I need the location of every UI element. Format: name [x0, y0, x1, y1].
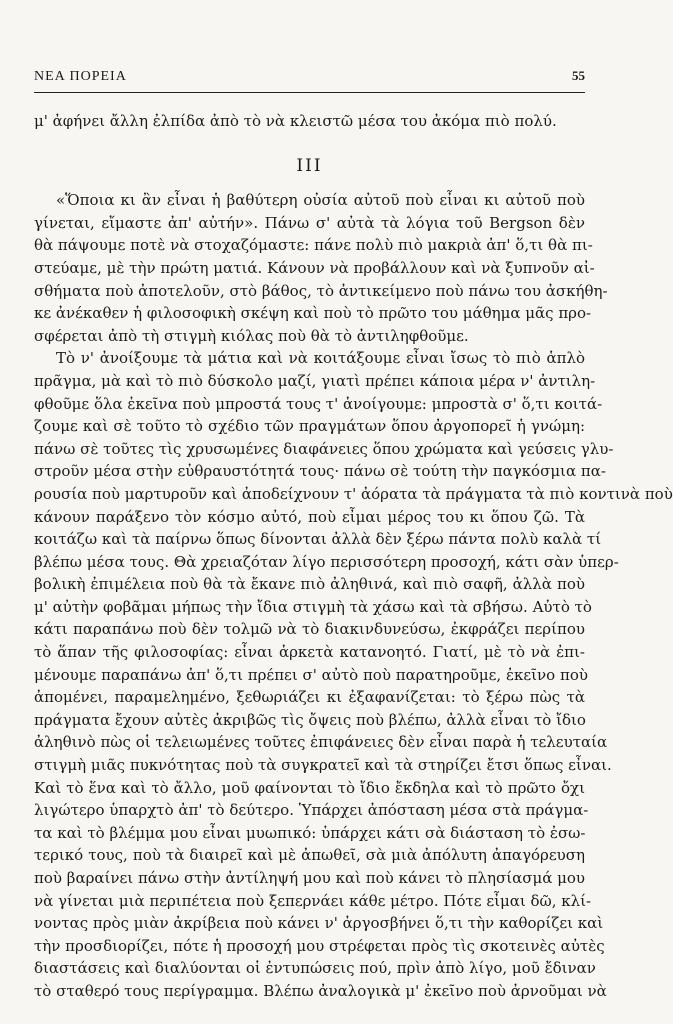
text-line: τερικό τους, ποὺ τὰ διαιρεῖ καὶ μὲ ἀπωθεῖ, σὰ μιὰ ἀπόλυτη ἀπαγόρευση [34, 846, 585, 865]
article-body [34, 110, 673, 1003]
opening-line: μ' ἀφήνει ἄλλη ἐλπίδα ἀπὸ τὸ νὰ κλειστῶ μέσα του ἀκόμα πιὸ πολύ. [34, 112, 557, 130]
text-line: τα καὶ τὸ βλέμμα μου εἶναι μυωπικό: ὑπάρχει κάτι σὰ διάσταση τὸ ἐσω- [34, 823, 586, 842]
text-line: μένουμε παραπάνω ἀπ' ὅ,τι πρέπει σ' αὐτὸ ποὺ παρατηροῦμε, ἐκεῖνο ποὺ [34, 665, 588, 684]
text-line: θὰ πάψουμε ποτὲ νὰ στοχαζόμαστε: πάνε πολὺ πιὸ μακριὰ ἀπ' ὅ,τι θὰ πι- [34, 236, 593, 255]
text-line: κάνουν παράξενο τὸν κόσμο αὐτό, ποὺ εἶμαι μέρος του κι ὅπου ζῶ. Τὰ [34, 507, 585, 526]
text-line: σθήματα ποὺ ἀποτελοῦν, στὸ βάθος, τὸ ἀντικείμενο ποὺ πάνω του ἀσκήθη- [34, 281, 608, 300]
text-line: διαστάσεις καὶ διαλύονται οἱ ἐντυπώσεις πού, πρὶν ἀπὸ λίγο, μοῦ ἔδιναν [34, 959, 596, 978]
text-line: τὸ ἅπαν τῆς φιλοσοφίας: εἶναι ἀρκετὰ κατανοητό. Γιατί, μὲ τὸ νὰ ἐπι- [34, 643, 585, 662]
section-number: III [296, 155, 323, 176]
text-line: μ' αὐτὴν φοβᾶμαι μήπως τὴν ἴδια στιγμὴ τὰ χάσω καὶ τὰ σβήσω. Αὐτὸ τὸ [34, 597, 592, 616]
text-line: φθοῦμε ὅλα ἐκεῖνα ποὺ μπροστά τους τ' ἀνοίγουμε: μπροστὰ σ' ὅ,τι κοιτά- [34, 394, 603, 413]
text-line: στροῦν μέσα στὴν εὐθραυστότητά τους· πάνω σὲ τούτη τὴν παγκόσμια πα- [34, 462, 606, 481]
text-line: ζουμε καὶ σὲ τοῦτο τὸ σχέδιο τῶν πραγμάτων ὅπου ἀργοπορεῖ ἡ γνώμη: [34, 417, 585, 436]
text-line: κοιτάζω καὶ τὰ παίρνω ὅπως δίνονται ἀλλὰ δὲν ξέρω πάντα πολὺ καλὰ τί [34, 530, 602, 549]
paragraph-1 [34, 189, 608, 347]
running-header [34, 68, 585, 85]
text-line: βολικὴ ἐπιμέλεια ποὺ θὰ τὰ ἔκανε πιὸ ἀληθινά, καὶ πιὸ σαφῆ, ἀλλὰ ποὺ [34, 575, 585, 594]
text-line: νοντας πρὸς μιὰν ἀκρίβεια ποὺ κάνει ν' ἀργοσβήνει ὅ,τι τὴν καθορίζει καὶ [34, 914, 604, 933]
header-rule [34, 92, 585, 93]
text-line: πάνω σὲ τοῦτες τὶς χρυσωμένες διαφάνειες ὅπου χρώματα καὶ γεύσεις γλυ- [34, 439, 614, 458]
text-line: Καὶ τὸ ἕνα καὶ τὸ ἄλλο, μοῦ φαίνονται τὸ ἴδιο ἔκδηλα καὶ τὸ πρῶτο ὄχι [34, 778, 585, 797]
text-line: πράγματα ἔχουν αὐτὲς ἀκριβῶς τὶς ὄψεις ποὺ βλέπω, ἀλλὰ εἶναι τὸ ἴδιο [34, 710, 586, 729]
text-line: ἀπομένει, παραμελημένο, ξεθωριάζει κι ἐξαφανίζεται: τὸ ξέρω πὼς τὰ [34, 688, 585, 707]
text-line: ποὺ βαραίνει πάνω στὴν ἀντίληψή μου καὶ ποὺ κάνει τὸ πλησίασμά μου [34, 869, 586, 887]
text-line: γίνεται, εἴμαστε ἀπ' αὐτήν». Πάνω σ' αὐτὰ τὰ λόγια τοῦ Bergson δὲν [34, 213, 585, 232]
page-number: 55 [572, 68, 585, 83]
text-line: λιγώτερο ὑπαρχτὸ ἀπ' τὸ δεύτερο. Ὑπάρχει ἀπόσταση μέσα στὰ πράγμα- [34, 801, 589, 820]
text-line: σφέρεται ἀπὸ τὴ στιγμὴ κιόλας ποὺ θὰ τὸ ἀντιληφθοῦμε. [34, 326, 469, 345]
text-line: τὸ σταθερό τους περίγραμμα. Βλέπω ἀναλογικὰ μ' ἐκεῖνο ποὺ ἀρνοῦμαι νὰ [34, 981, 607, 1000]
text-line: ρουσία ποὺ μαρτυροῦν καὶ ἀποδείχνουν τ' ἀόρατα τὰ πράγματα τὰ πιὸ κοντινὰ ποὺ [34, 484, 673, 503]
text-line: Τὸ ν' ἀνοίξουμε τὰ μάτια καὶ νὰ κοιτάξουμε εἶναι ἴσως τὸ πιὸ ἁπλὸ [56, 349, 585, 368]
journal-title: ΝΕΑ ΠΟΡΕΙΑ [34, 69, 127, 84]
text-line: «Ὅποια κι ἂν εἶναι ἡ βαθύτερη οὐσία αὐτοῦ ποὺ εἶναι κι αὐτοῦ ποὺ [56, 191, 585, 210]
paragraph-2 [34, 347, 673, 1002]
text-line: τὴν προσδιορίζει, πότε ἡ προσοχή μου στρέφεται πρὸς τὶς σκοτεινὲς αὐτὲς [34, 936, 605, 955]
text-line: στιγμὴ μιᾶς πυκνότητας ποὺ τὰ συγκρατεῖ καὶ τὰ στηρίζει ἔτσι ὅπως εἶναι. [34, 756, 612, 775]
text-line: κε ἀνέκαθεν ἡ φιλοσοφικὴ σκέψη καὶ ποὺ τὸ πρῶτο του μάθημα μᾶς προ- [34, 304, 592, 323]
text-line: βλέπω μέσα τους. Θὰ χρειαζόταν λίγο περισσότερη προσοχή, κάτι σὰν ὑπερ- [34, 552, 619, 571]
text-line: ἀληθινὸ πὼς οἱ τελειωμένες τοῦτες ἐπιφάνειες δὲν εἶναι παρὰ ἡ τελευταία [34, 733, 608, 752]
text-line: πρᾶγμα, μὰ καὶ τὸ πιὸ δύσκολο μαζί, γιατὶ πρέπει κάποια μέρα ν' ἀντιλη- [34, 371, 596, 390]
text-line: στεύαμε, μὲ τὴν πρώτη ματιά. Κάνουν νὰ προβάλλουν καὶ νὰ ξυπνοῦν αἰ- [34, 258, 595, 277]
text-line: κάτι παραπάνω ποὺ δὲν τολμῶ νὰ τὸ διακινδυνεύσω, ἐκφράζει περίπου [34, 620, 585, 639]
text-line: νὰ γίνεται μιὰ περιπέτεια ποὺ ξεπερνάει κάθε μέτρο. Πότε εἶμαι δῶ, κλί- [34, 891, 592, 910]
